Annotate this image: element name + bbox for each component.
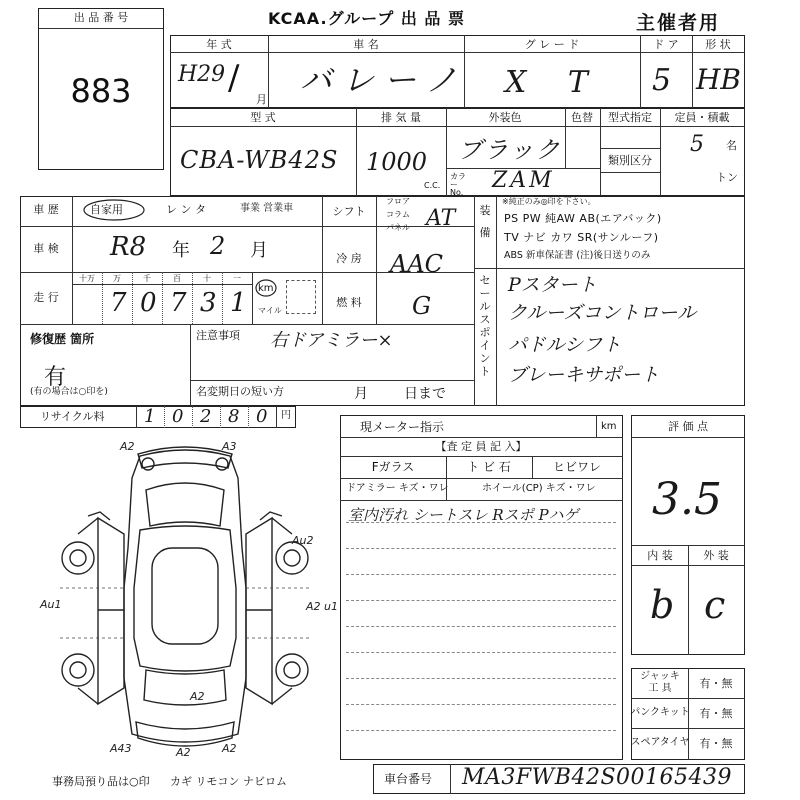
deadline-label: 名変期日の短い方	[196, 385, 284, 398]
sales-point-line: Pスタート	[508, 274, 597, 296]
recycle-digit: 0	[172, 406, 184, 427]
diagram-mark: A43	[110, 742, 132, 755]
capacity-unit: 名	[726, 139, 737, 152]
accessory-spare-tire-value[interactable]: 有・無	[699, 737, 733, 750]
diagram-mark: A2 u1	[306, 600, 338, 613]
inspector-comment: 室内汚れ シートスレ Rスポ Pハゲ	[348, 506, 579, 524]
office-note: 事務局預り品は○印	[52, 775, 150, 788]
color-change-label: 色替	[571, 111, 593, 124]
exterior-color-value: ブラック	[458, 136, 562, 164]
mileage-digit: 3	[200, 288, 217, 318]
capacity-label: 定員・積載	[674, 111, 730, 124]
grade-label: グ レ ー ド	[524, 38, 580, 51]
shaken-label: 車 検	[33, 242, 59, 255]
doors-label: ド ア	[653, 38, 679, 51]
recycle-unit: 円	[281, 410, 291, 421]
page-title: KCAA.グループ 出 品 票	[268, 9, 465, 28]
digit-header-10: 十	[203, 274, 211, 283]
ac-value: AAC	[390, 250, 444, 278]
shift-option-floor[interactable]: フロア	[386, 197, 410, 206]
exterior-color-label: 外装色	[488, 111, 522, 124]
deadline-day-unit: 日まで	[404, 386, 446, 402]
history-circle-mark	[82, 198, 146, 222]
history-label: 車 歴	[33, 203, 59, 216]
recycle-label: リサイクル料	[40, 410, 105, 423]
meter-label: 現メーター指示	[360, 420, 445, 434]
fuel-label: 燃 料	[336, 296, 362, 309]
accessory-spare-tire-label: スペアタイヤ	[630, 737, 690, 748]
equipment-line1: PS PW 純AW AB(エアバック)	[504, 212, 662, 225]
inspector-item-wheel[interactable]: ホイール(CP) キズ・ワレ	[482, 483, 596, 494]
accessory-jack-label: ジャッキ 工 具	[640, 671, 680, 694]
mileage-digit: 1	[230, 288, 247, 318]
accessory-repair-kit-value[interactable]: 有・無	[699, 707, 733, 720]
displacement-value: 1000	[366, 148, 428, 176]
diagram-mark: Au2	[292, 534, 314, 547]
mileage-label: 走 行	[33, 291, 59, 304]
year-label: 年 式	[206, 38, 232, 51]
diagram-mark: Au1	[40, 598, 62, 611]
color-no-label: カラー No.	[450, 172, 466, 197]
shift-option-panel[interactable]: パネル	[386, 223, 410, 232]
model-label: 型 式	[250, 111, 276, 124]
digit-header-100: 百	[173, 274, 181, 283]
repair-note: (有の場合は○印を)	[30, 387, 108, 397]
diagram-mark: A2	[176, 746, 191, 759]
equipment-line2: TV ナビ カワ SR(サンルーフ)	[504, 231, 659, 244]
car-label: 車 名	[353, 38, 379, 51]
shift-label: シフト	[332, 205, 366, 218]
accessory-jack-value[interactable]: 有・無	[699, 677, 733, 690]
recycle-digit: 2	[200, 406, 212, 427]
displacement-label: 排 気 量	[381, 111, 421, 124]
sales-point-line: ブレーキサポート	[508, 364, 660, 386]
grade-value: X T	[505, 65, 604, 100]
fuel-value: G	[412, 292, 432, 320]
caution-label: 注意事項	[196, 329, 240, 342]
shift-option-column[interactable]: コラム	[386, 210, 410, 219]
exterior-value: c	[704, 583, 726, 627]
inspector-item-crack[interactable]: ヒビワレ	[552, 460, 602, 474]
interior-value: b	[650, 583, 675, 627]
digit-header-1k: 千	[143, 274, 151, 283]
category-label: 類別区分	[608, 154, 652, 167]
mileage-digit: 0	[140, 288, 157, 318]
history-option-private[interactable]: 自家用	[90, 203, 123, 216]
designation-label: 型式指定	[608, 111, 652, 124]
office-keys: カギ リモコン ナビロム	[170, 775, 287, 788]
accessory-repair-kit-label: パンクキット	[630, 707, 690, 718]
inspector-item-fglass[interactable]: Fガラス	[371, 460, 415, 474]
inspector-item-stone-chip[interactable]: ト ビ 石	[467, 460, 511, 474]
digit-header-10k: 万	[113, 274, 121, 283]
body-value: HB	[696, 63, 741, 96]
equipment-note: ※純正のみ◎印を下さい。	[502, 197, 596, 206]
ton-unit: トン	[716, 171, 738, 184]
diagram-mark: A2	[190, 690, 205, 703]
sales-point-line: クルーズコントロール	[508, 302, 697, 324]
chassis-label: 車台番号	[384, 772, 433, 786]
shaken-month-value: 2	[210, 232, 226, 260]
year-value: H29	[178, 62, 226, 87]
diagram-mark: A2	[222, 742, 237, 755]
model-value: CBA-WB42S	[180, 146, 339, 174]
organizer-label: 主催者用	[636, 12, 721, 34]
shaken-value: R8	[110, 232, 147, 262]
repair-label: 修復歴 箇所	[30, 332, 95, 346]
recycle-digit: 1	[144, 406, 156, 427]
recycle-digit: 0	[256, 406, 268, 427]
repair-value: 有	[44, 365, 67, 390]
chassis-value: MA3FWB42S00165439	[462, 765, 732, 790]
recycle-digit: 8	[228, 406, 240, 427]
digit-header-100k: 十万	[79, 274, 95, 283]
history-option-business[interactable]: 事業 営業車	[240, 203, 294, 214]
car-value: バレーノ	[300, 61, 468, 99]
mileage-unit-mile[interactable]: マイル	[258, 306, 282, 315]
lot-label: 出 品 番 号	[73, 11, 129, 24]
history-option-rental[interactable]: レ ン タ	[166, 203, 206, 216]
shift-value: AT	[426, 206, 456, 231]
car-damage-diagram[interactable]	[40, 438, 338, 764]
caution-value: 右ドアミラー×	[270, 330, 393, 351]
equipment-line3: ABS 新車保証書 (注)後日送りのみ	[504, 250, 651, 261]
body-label: 形 状	[705, 38, 731, 51]
shaken-month-unit: 月	[250, 240, 268, 261]
inspector-header: 【査 定 員 記 入】	[435, 440, 527, 453]
inspector-item-door-mirror[interactable]: ドアミラー キズ・ワレ	[346, 483, 449, 494]
mileage-check-box[interactable]	[286, 280, 316, 314]
diagram-mark: A3	[222, 440, 237, 453]
shaken-year-unit: 年	[172, 240, 190, 261]
mileage-digit: 7	[110, 288, 127, 318]
lot-number: 883	[70, 72, 132, 110]
doors-value: 5	[652, 63, 672, 98]
ac-label: 冷 房	[336, 252, 362, 265]
interior-label: 内 装	[647, 549, 673, 562]
meter-unit: km	[601, 421, 617, 432]
cc-unit: C.C.	[424, 181, 441, 190]
equipment-side-label: 装 備	[479, 204, 491, 239]
deadline-month-unit: 月	[354, 386, 368, 402]
capacity-value: 5	[690, 132, 704, 157]
mileage-digit: 7	[170, 288, 187, 318]
month-unit: 月	[256, 93, 267, 106]
km-circle-mark	[254, 278, 278, 298]
diagram-mark: A2	[120, 440, 135, 453]
mileage-unit-km[interactable]: km	[258, 283, 274, 294]
sales-point-side-label: セールスポイント	[479, 274, 491, 378]
rating-value: 3.5	[652, 474, 722, 525]
digit-header-1: 一	[233, 274, 241, 283]
sales-point-line: パドルシフト	[508, 334, 622, 356]
color-no-value: ZAM	[492, 168, 555, 193]
rating-label: 評 価 点	[668, 420, 708, 433]
exterior-label: 外 装	[703, 549, 729, 562]
